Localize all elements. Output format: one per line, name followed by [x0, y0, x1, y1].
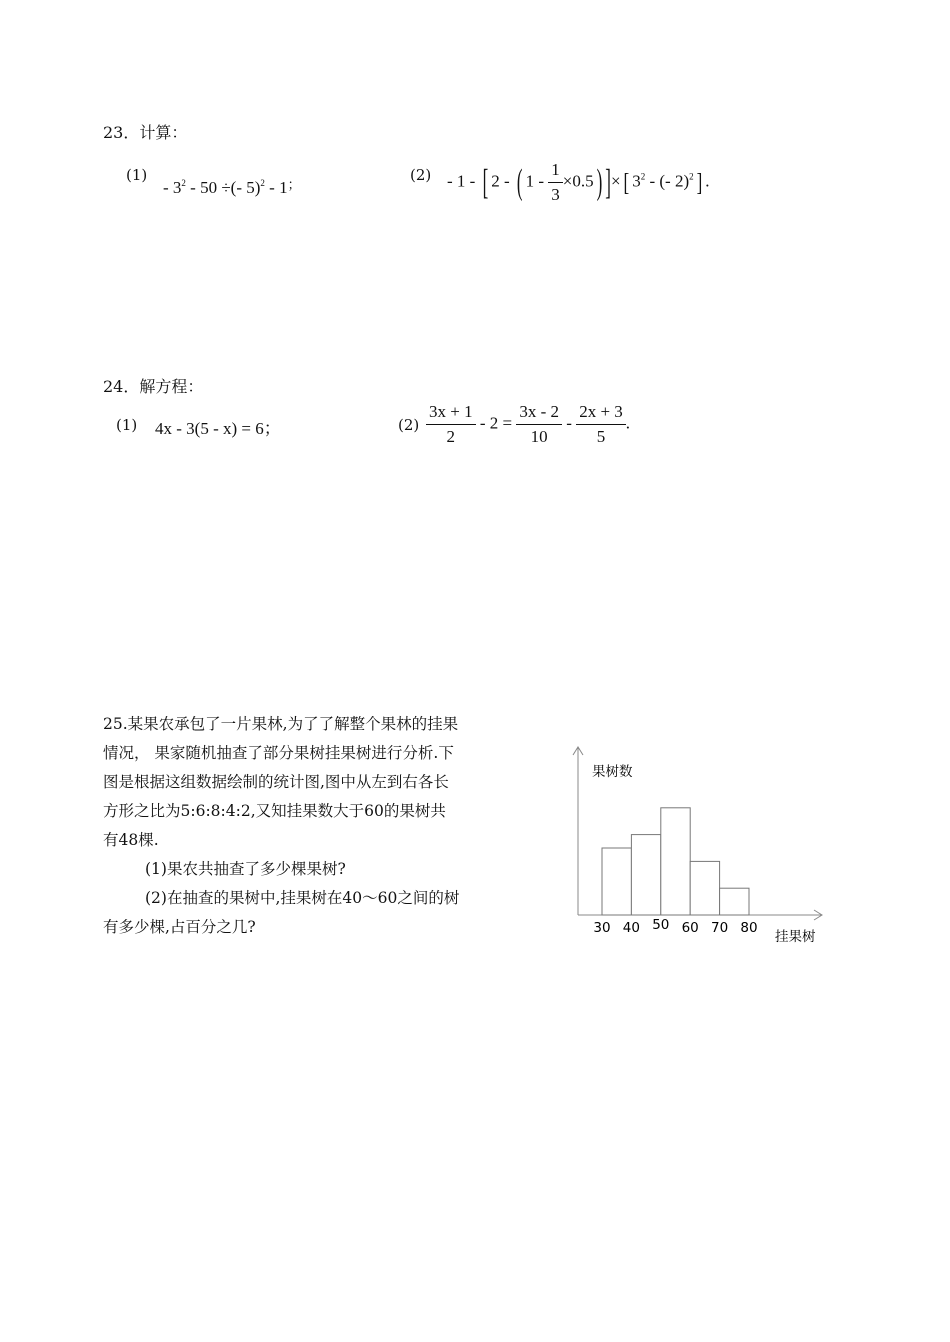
tick-label-40: 40 [622, 920, 640, 936]
q25-subquestion-2: (2)在抽查的果树中,挂果树在40～60之间的树 [145, 889, 460, 907]
q24-part1-expression: 4x - 3(5 - x) = 6； [155, 419, 281, 438]
q25-text [103, 710, 459, 942]
q23-part1-expression: - $3^2 - 50$ ÷(- 5)$^2$ - 1； [163, 177, 301, 197]
y-axis-label: 果树数 [592, 764, 633, 780]
q25-line-3: 图是根据这组数据绘制的统计图,图中从左到右各长 [103, 773, 449, 791]
q25-line-5: 有48棵. [103, 831, 159, 849]
q23-part1-number: (1) [126, 166, 148, 184]
chart-tick-labels [593, 917, 757, 936]
q24-part2-number: (2) [398, 416, 420, 434]
bar-60-70 [690, 861, 719, 915]
q25-line-2: 情况， 果家随机抽查了部分果树挂果树进行分析.下 [103, 744, 454, 762]
tick-label-70: 70 [711, 920, 729, 936]
q23-part2-expression: - 1 - [ 2 - ( 1 - $\frac{1}{3}$ ×0.5 ) ]× [ $3^2$ - (- 2)$^2$ ] . [447, 160, 710, 204]
q24-part2-expression: $\frac{3x + 1}{2}$ - 2 = $\frac{3x - 2}{10}$ - $\frac{2x + 3}{5}$ . [426, 402, 630, 447]
q24-part1-number: (1) [116, 416, 138, 434]
tick-label-60: 60 [681, 920, 699, 936]
q25-line-4: 方形之比为5:6:8:4:2,又知挂果数大于60的果树共 [103, 802, 446, 820]
q23-title: 23．计算： [103, 123, 188, 142]
bar-30-40 [602, 848, 631, 915]
histogram-chart [560, 735, 840, 955]
tick-label-30: 30 [593, 920, 611, 936]
bar-40-50 [631, 835, 660, 915]
q25-subquestion-2-cont: 有多少棵,占百分之几? [103, 918, 256, 936]
tick-label-80: 80 [740, 920, 758, 936]
bar-50-60 [661, 808, 690, 915]
bar-70-80 [720, 888, 749, 915]
q25-subquestion-1: (1)果农共抽查了多少棵果树? [145, 860, 346, 878]
x-axis-label: 挂果树 [775, 929, 816, 945]
q23-part2-number: (2) [410, 166, 432, 184]
q24-title: 24．解方程： [103, 377, 204, 396]
q25-line-1: 25.某果农承包了一片果林,为了了解整个果林的挂果 [103, 715, 459, 733]
chart-bars [602, 808, 749, 915]
tick-label-50: 50 [652, 917, 670, 933]
